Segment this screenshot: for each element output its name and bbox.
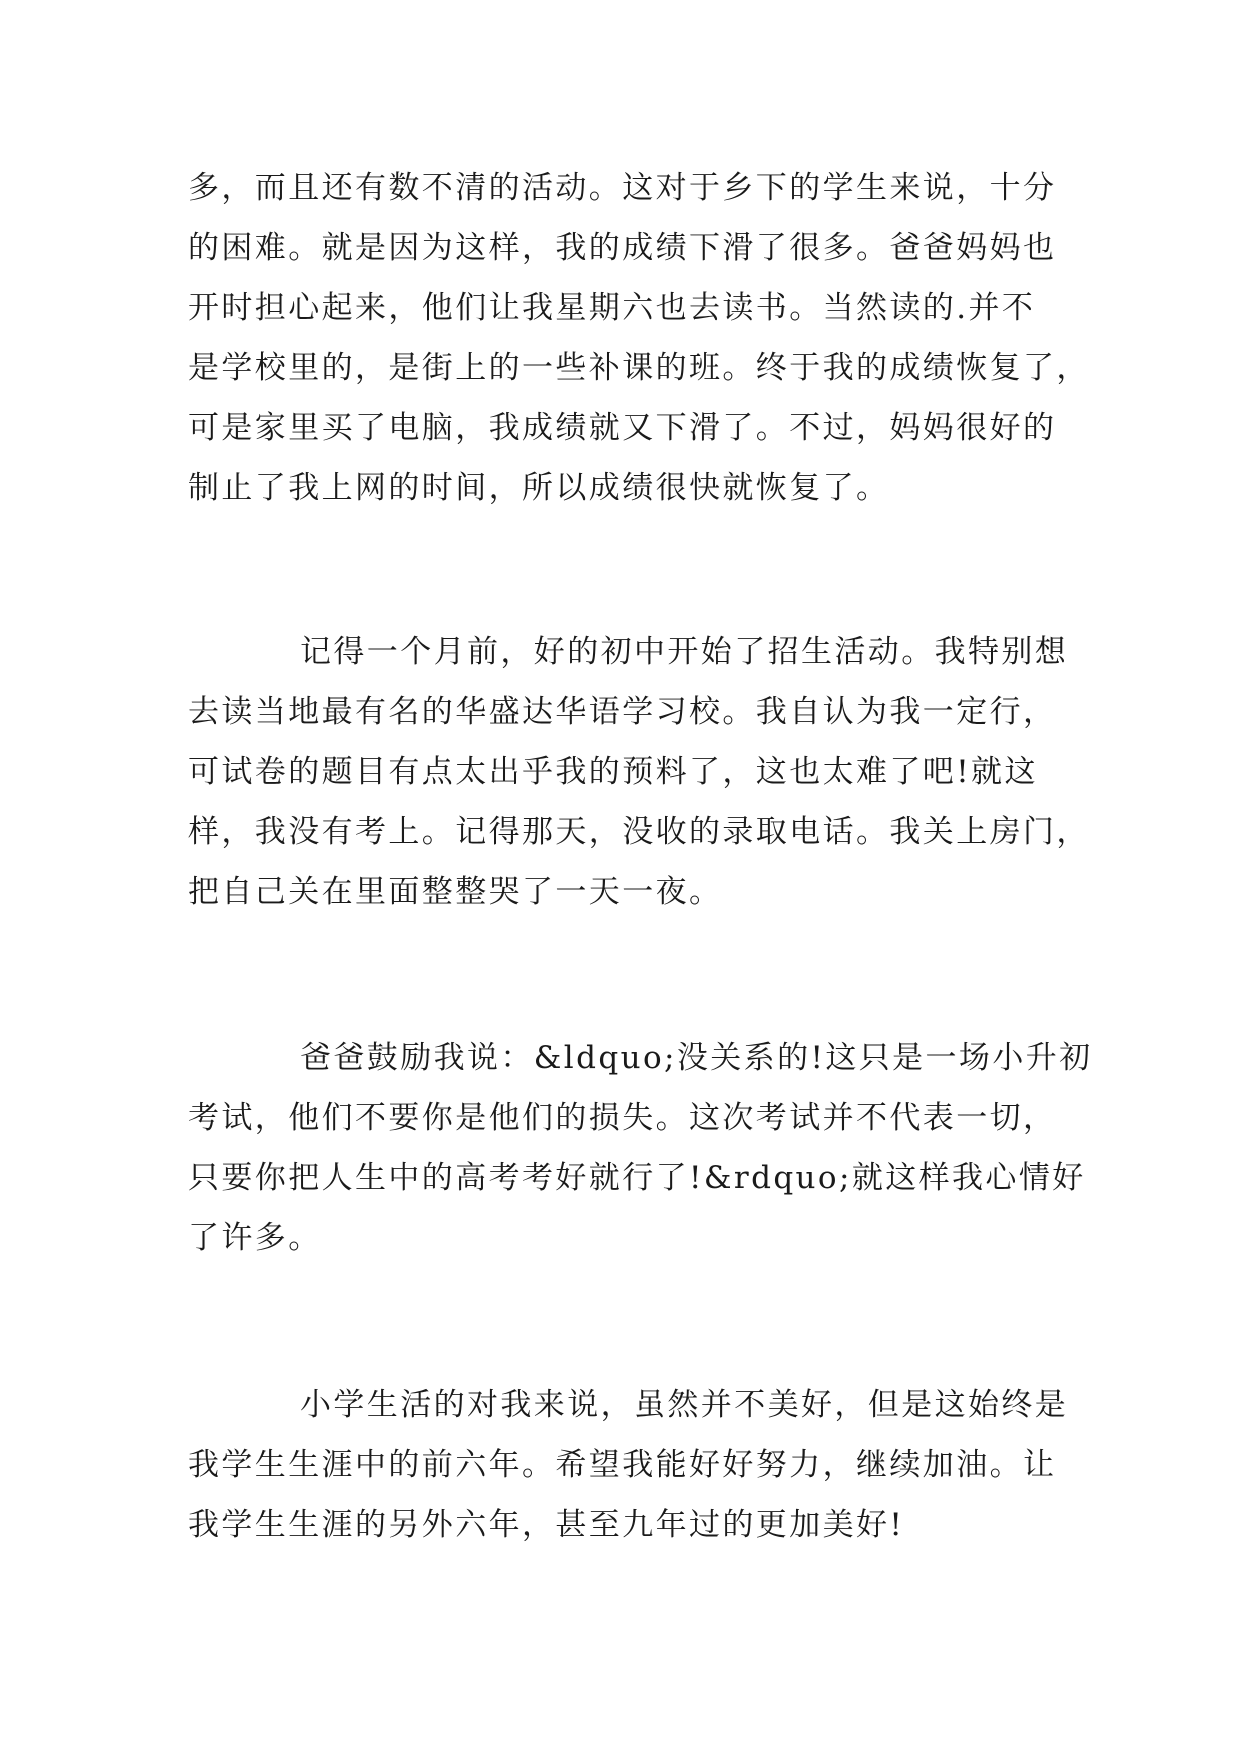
paragraph-line: 我学生生涯中的前六年。希望我能好好努力，继续加油。让 xyxy=(188,1447,1057,1483)
paragraph-line: 记得一个月前，好的初中开始了招生活动。我特别想 xyxy=(300,634,1069,670)
paragraph-line: 制止了我上网的时间，所以成绩很快就恢复了。 xyxy=(188,470,890,506)
paragraph-4 xyxy=(188,1375,1068,1555)
paragraph-2 xyxy=(188,622,1090,922)
paragraph-line: 可是家里买了电脑，我成绩就又下滑了。不过，妈妈很好的 xyxy=(188,410,1057,446)
paragraph-line: 小学生活的对我来说，虽然并不美好，但是这始终是 xyxy=(300,1387,1069,1423)
paragraph-line: 了许多。 xyxy=(188,1220,322,1256)
paragraph-3 xyxy=(188,1028,1093,1268)
paragraph-line: 去读当地最有名的华盛达华语学习校。我自认为我一定行， xyxy=(188,694,1057,730)
paragraph-line: 是学校里的，是街上的一些补课的班。终于我的成绩恢复了， xyxy=(188,350,1090,386)
paragraph-line: 样，我没有考上。记得那天，没收的录取电话。我关上房门， xyxy=(188,814,1090,850)
paragraph-1 xyxy=(188,158,1090,518)
paragraph-line: 考试，他们不要你是他们的损失。这次考试并不代表一切， xyxy=(188,1100,1057,1136)
paragraph-line: 多，而且还有数不清的活动。这对于乡下的学生来说，十分 xyxy=(188,170,1057,206)
paragraph-line: 把自己关在里面整整哭了一天一夜。 xyxy=(188,874,723,910)
paragraph-line: 的困难。就是因为这样，我的成绩下滑了很多。爸爸妈妈也 xyxy=(188,230,1057,266)
paragraph-line: 只要你把人生中的高考考好就行了!&rdquo;就这样我心情好 xyxy=(188,1160,1086,1196)
paragraph-line: 开时担心起来，他们让我星期六也去读书。当然读的.并不 xyxy=(188,290,1036,326)
paragraph-line: 我学生生涯的另外六年，甚至九年过的更加美好! xyxy=(188,1507,905,1543)
paragraph-line: 爸爸鼓励我说：&ldquo;没关系的!这只是一场小升初 xyxy=(300,1040,1093,1076)
paragraph-line: 可试卷的题目有点太出乎我的预料了，这也太难了吧!就这 xyxy=(188,754,1038,790)
